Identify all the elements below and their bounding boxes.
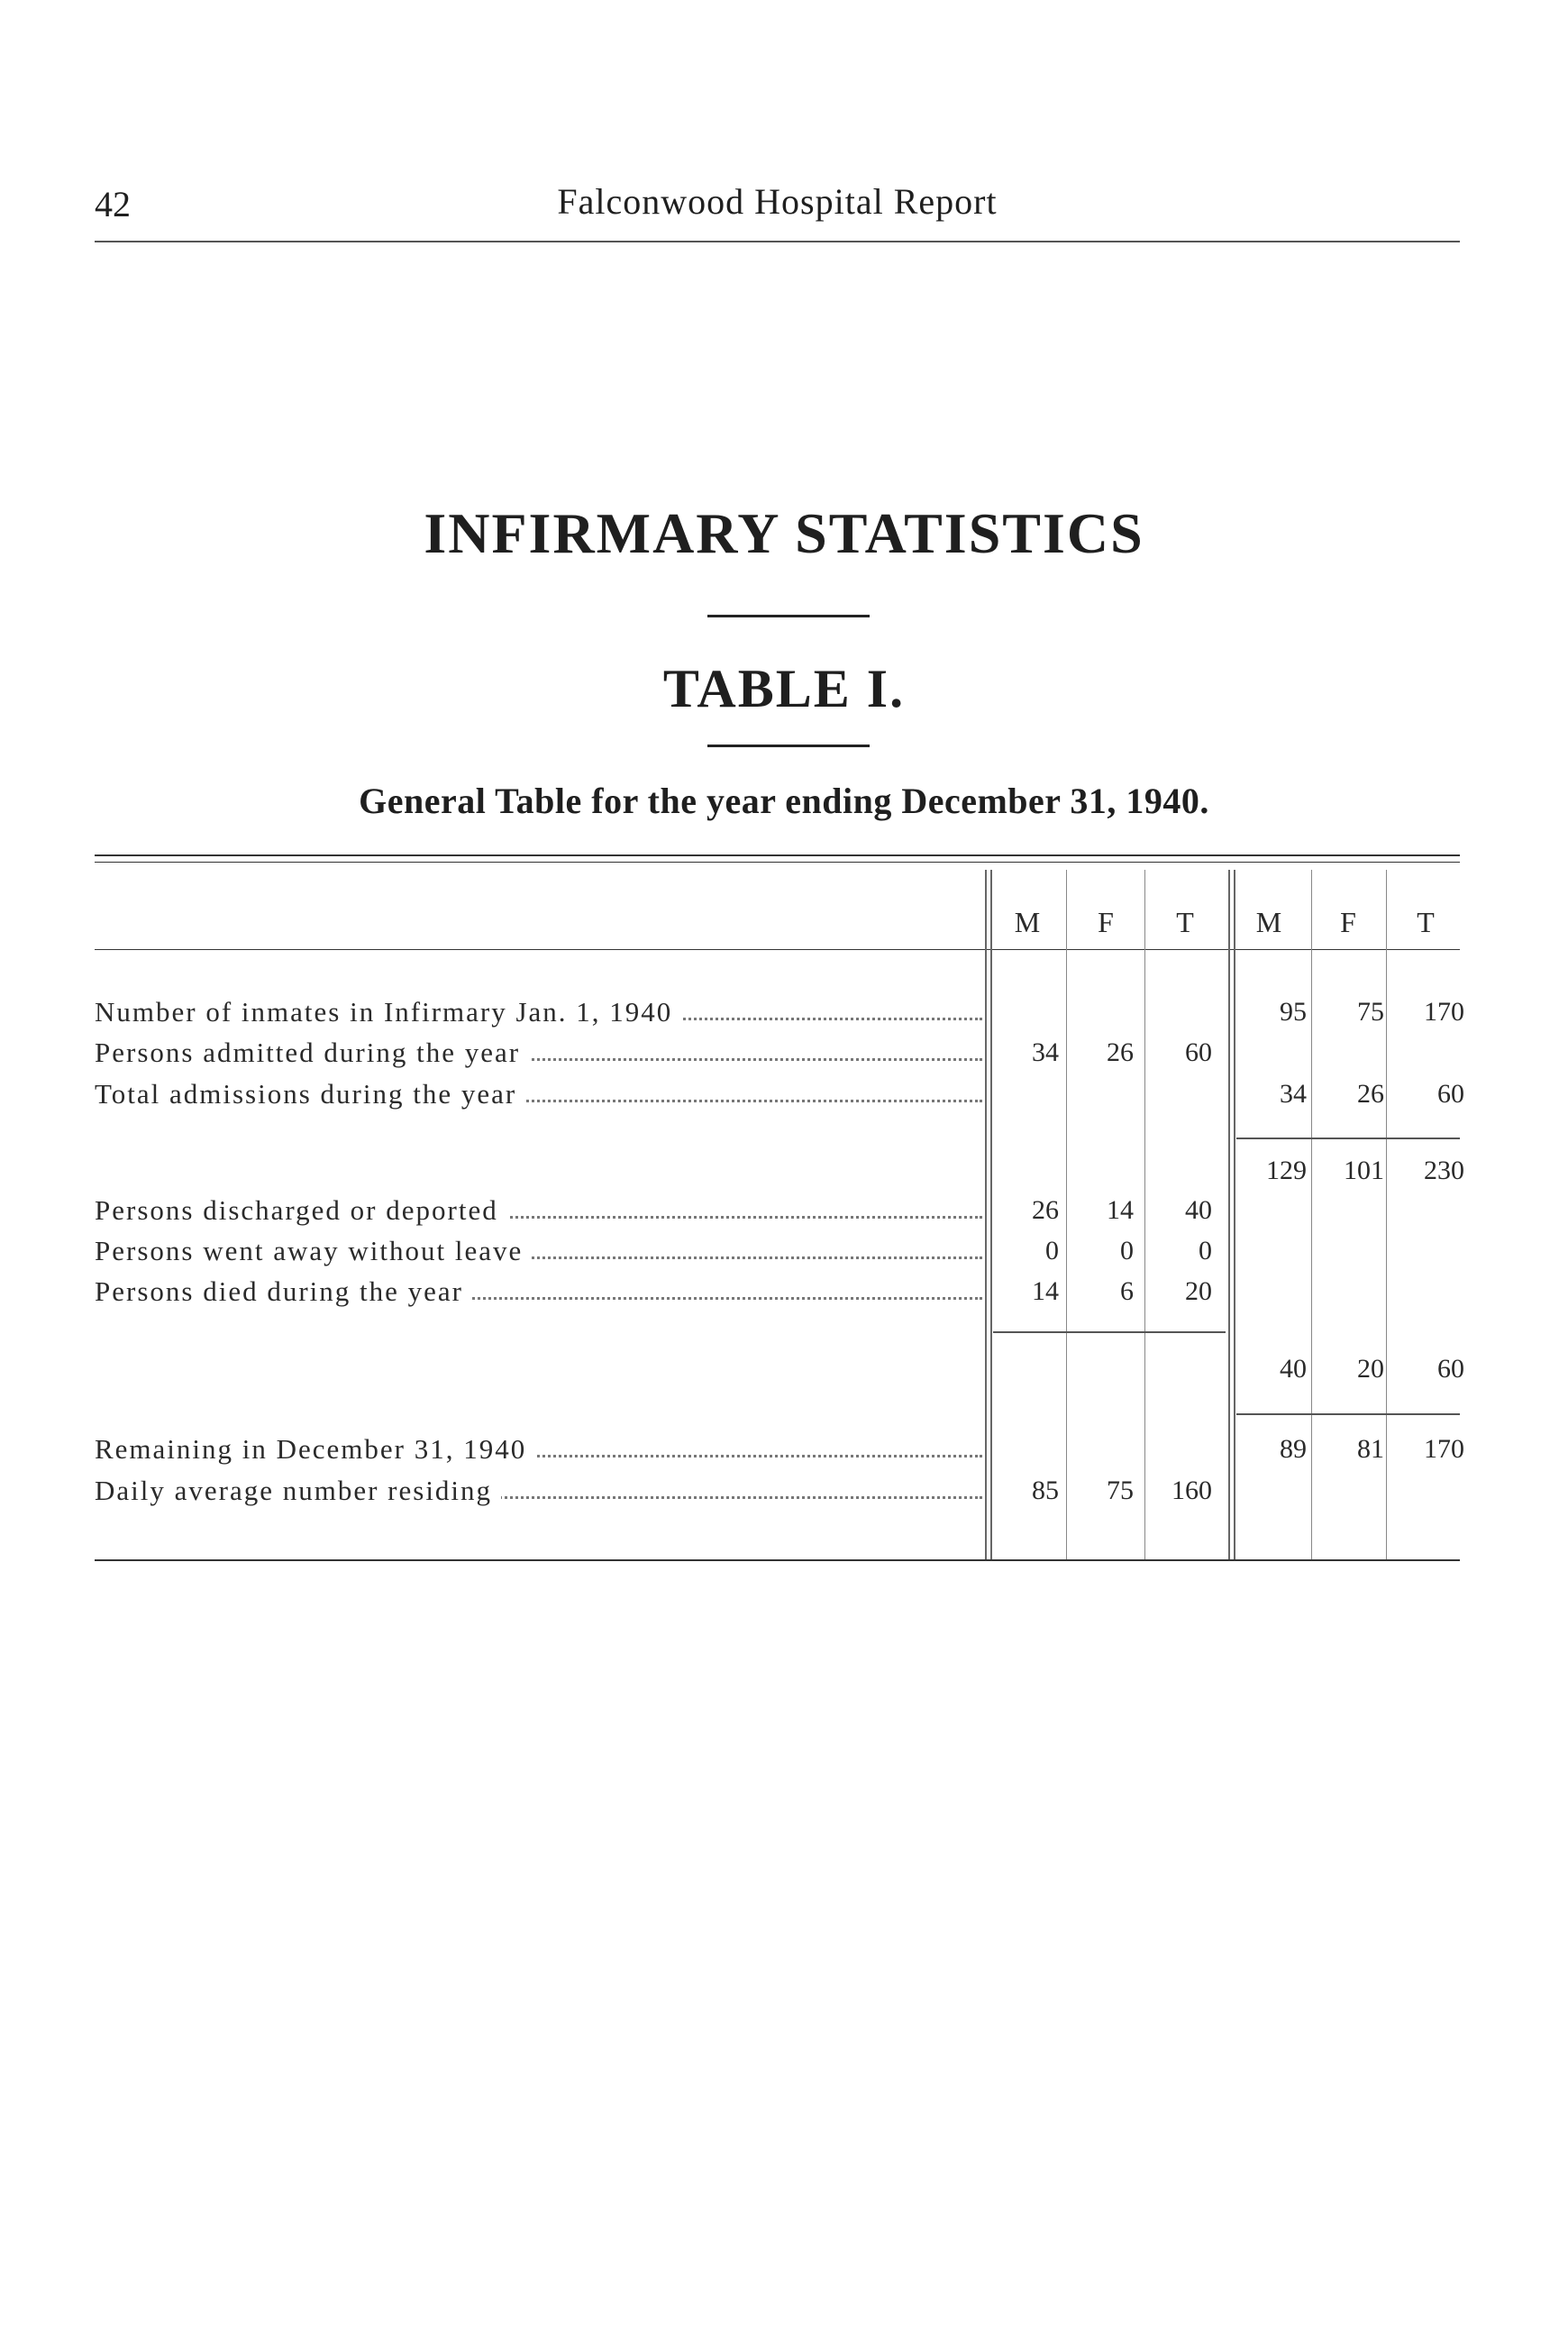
cell: 160 [1171, 1476, 1212, 1505]
remaining-rule [1236, 1413, 1460, 1415]
cell: 85 [1032, 1476, 1059, 1505]
cell: 95 [1280, 997, 1307, 1027]
running-title: Falconwood Hospital Report [557, 181, 998, 222]
row-label: Persons admitted during the year [95, 1037, 982, 1069]
left-total-rule [993, 1331, 1226, 1333]
cell: 20 [1185, 1276, 1212, 1306]
cell: 34 [1280, 1079, 1307, 1109]
column-divider [1228, 870, 1230, 1559]
table-bottom-rule [95, 1559, 1460, 1561]
cell: 60 [1437, 1354, 1464, 1384]
subtotal-rule [1236, 1138, 1460, 1139]
col-header-left-t: T [1176, 906, 1194, 938]
col-header-left-f: F [1098, 906, 1114, 938]
cell: 26 [1107, 1037, 1134, 1067]
cell: 75 [1107, 1476, 1134, 1505]
cell: 0 [1199, 1236, 1212, 1266]
main-title: INFIRMARY STATISTICS [424, 501, 1144, 565]
page-number: 42 [95, 184, 131, 224]
row-label: Number of inmates in Infirmary Jan. 1, 1940 [95, 996, 982, 1028]
row-label: Persons died during the year [95, 1275, 982, 1308]
col-header-left-m: M [1014, 906, 1041, 938]
cell: 89 [1280, 1434, 1307, 1464]
cell: 129 [1266, 1156, 1307, 1185]
cell: 60 [1185, 1037, 1212, 1067]
col-header-right-m: M [1255, 906, 1282, 938]
row-label: Daily average number residing [95, 1475, 982, 1507]
cell: 0 [1120, 1236, 1134, 1266]
cell: 26 [1357, 1079, 1384, 1109]
table-subtitle: General Table for the year ending December 31, 1940. [359, 781, 1209, 821]
cell: 14 [1032, 1276, 1059, 1306]
cell: 20 [1357, 1354, 1384, 1384]
table-top-rule-thin [95, 862, 1460, 863]
column-divider [1386, 870, 1387, 1559]
header-bottom-rule [95, 949, 1460, 950]
cell: 170 [1424, 997, 1464, 1027]
cell: 6 [1120, 1276, 1134, 1306]
col-header-right-t: T [1417, 906, 1435, 938]
cell: 40 [1280, 1354, 1307, 1384]
cell: 40 [1185, 1195, 1212, 1225]
row-label: Persons discharged or deported [95, 1194, 982, 1227]
cell: 26 [1032, 1195, 1059, 1225]
row-label: Remaining in December 31, 1940 [95, 1433, 982, 1466]
cell: 75 [1357, 997, 1384, 1027]
row-label: Total admissions during the year [95, 1078, 982, 1110]
cell: 0 [1045, 1236, 1059, 1266]
cell: 60 [1437, 1079, 1464, 1109]
cell: 14 [1107, 1195, 1134, 1225]
table-title: TABLE I. [662, 659, 906, 718]
col-header-right-f: F [1340, 906, 1356, 938]
cell: 101 [1344, 1156, 1384, 1185]
cell: 81 [1357, 1434, 1384, 1464]
cell: 34 [1032, 1037, 1059, 1067]
row-label: Persons went away without leave [95, 1235, 982, 1267]
table-top-rule [95, 854, 1460, 856]
cell: 230 [1424, 1156, 1464, 1185]
cell: 170 [1424, 1434, 1464, 1464]
